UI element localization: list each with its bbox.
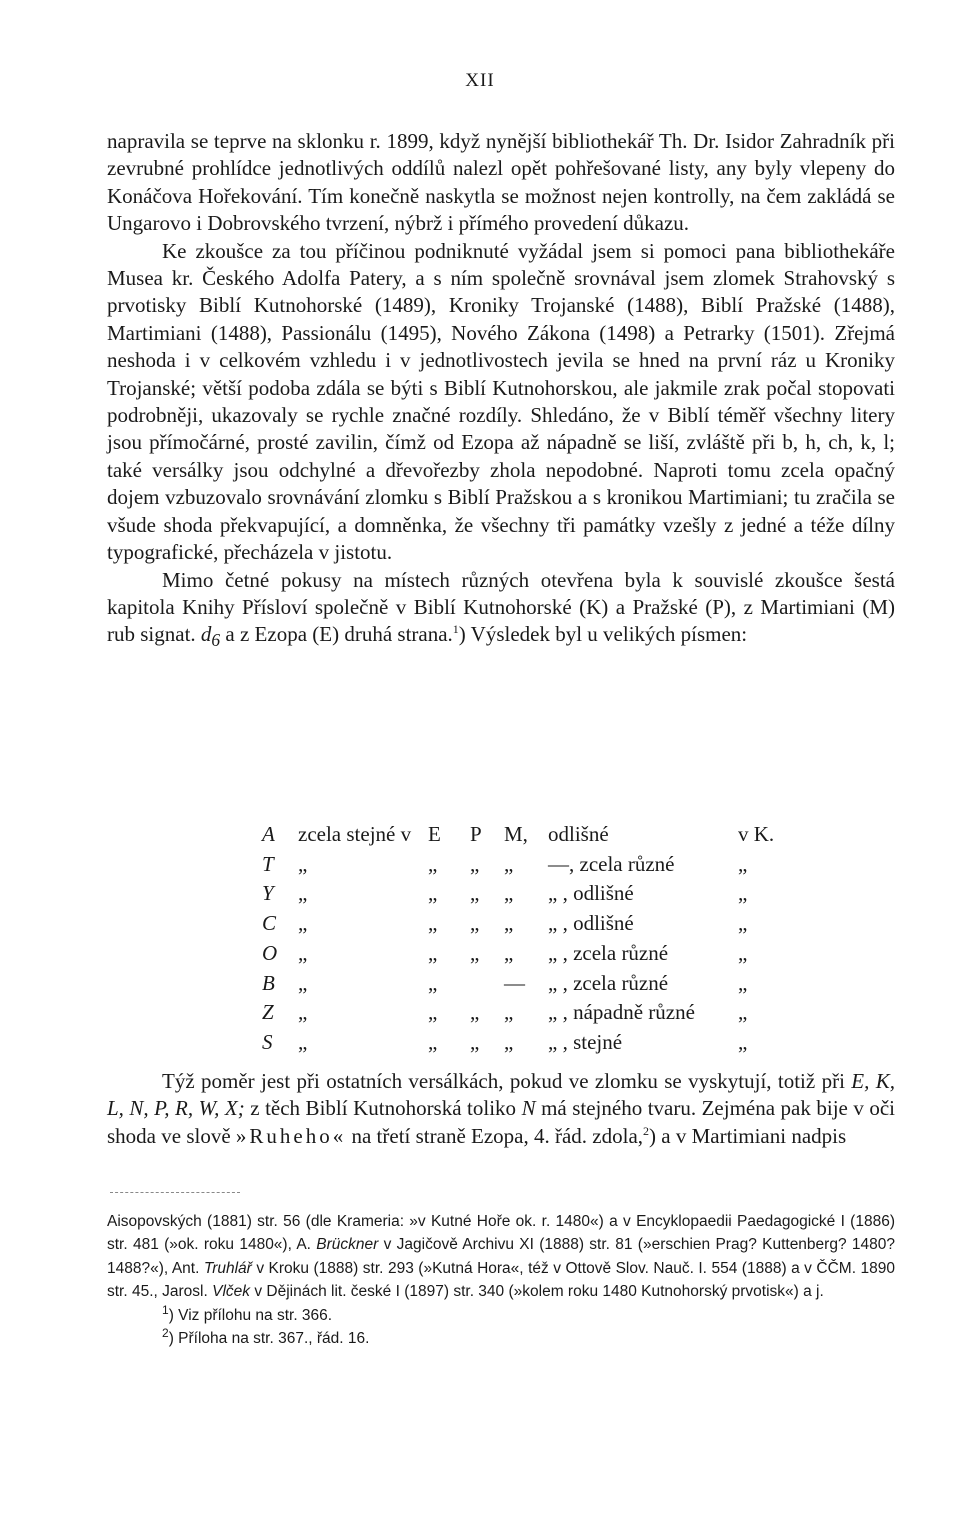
table-cell: „ [428, 1000, 438, 1025]
table-cell: „ [504, 911, 514, 936]
italic-n: N [521, 1096, 536, 1121]
paragraph-4-text-a: Týž poměr jest při ostatních versálkách, pokud ve zlomku se vyskytují, totiž při [162, 1069, 845, 1093]
author-truhlar: Truhlář [203, 1259, 252, 1277]
table-cell: odlišné [548, 822, 609, 846]
footnote-divider [110, 1192, 240, 1193]
table-cell: „ [504, 881, 514, 906]
table-cell: v K. [738, 822, 775, 846]
table-cell: „ , stejné [548, 1029, 623, 1054]
table-cell: „ [428, 940, 438, 965]
table-cell: E [428, 822, 441, 846]
table-cell: „ [298, 851, 308, 876]
table-letter-cell: C [262, 911, 277, 936]
footnote-ref-1: 1 [452, 622, 459, 637]
table-row [262, 969, 778, 999]
table-cell: „ , odlišné [548, 881, 634, 906]
table-cell: „ , zcela různé [548, 940, 669, 965]
table-letter-cell: B [262, 970, 275, 995]
table-row [262, 939, 778, 969]
table-cell: „ [738, 940, 748, 965]
author-bruckner: Brückner [316, 1236, 379, 1254]
table-cell: P [470, 822, 482, 846]
table-cell: „ [738, 1029, 748, 1054]
table-cell: „ [470, 881, 480, 906]
footnote-2-text: ) Příloha na str. 367., řád. 16. [168, 1330, 370, 1348]
footnote-2 [107, 1327, 895, 1350]
table-cell: „ [470, 940, 480, 965]
page-number: XII [465, 70, 495, 91]
table-cell: „ [428, 1029, 438, 1054]
table-cell: „ [470, 1029, 480, 1054]
footnote-cont-b: v Jagičově Archivu XI (1888) str. 81 (»erschien Prag? Kuttenberg? 1480? 1488?«), Ant. [107, 1236, 895, 1277]
signature-subscript: 6 [211, 630, 221, 651]
table-letter-cell: Z [262, 1000, 274, 1025]
table-cell: „ [428, 970, 438, 995]
paragraph-1: napravila se teprve na sklonku r. 1899, když nynější bibliothekář Th. Dr. Isidor Zahradník při zevrubné prohlídce jednotlivých oddílů nalezl opět pohřešované listy, any byly vlepeny do Konáčova Hořekování. Tím konečně naskytla se možnost nejen kontrolly, na čem zakládá se Ungarovo i Dobrovského tvrzení, nýbrž i přímého provedení důkazu. [107, 129, 895, 236]
table-cell: „ , nápadně různé [548, 1000, 695, 1025]
table-cell: „ , zcela různé [548, 970, 669, 995]
table-cell: „ [428, 911, 438, 936]
table-row [262, 909, 778, 939]
paragraph-3-text-c: ) Výsledek byl u velikých písmen: [458, 622, 748, 647]
table-letter-cell: O [262, 940, 278, 965]
footnote-2-mark: 2 [162, 1325, 169, 1340]
table-cell [470, 969, 504, 999]
footnote-1 [107, 1304, 895, 1327]
table-cell: „ [470, 911, 480, 936]
table-cell: — [504, 970, 525, 995]
italic-letters: E, K, L, N, P, R, W, X; [107, 1069, 895, 1121]
footnote-cont-a: Aisopovských (1881) str. 56 (dle Krameria: »v Kutné Hoře ok. r. 1480«) a v Encyklopaedii Paedagogické I (1886) str. 481 (»ok. roku 1480«), A. [107, 1213, 895, 1254]
table-cell: M, [504, 822, 528, 846]
paragraph-2-text: Ke zkoušce za tou příčinou podniknuté vyžádal jsem si pomoci pana bibliothekáře Musea kr. Českého Adolfa Patery, a s ním společně srovnával jsem zlomek Strahovský s prvotisky Biblí Kutnohorské (1489), Kroniky Trojanské (1488), Biblí Pražské (1488), Martimiani (1488), Passionálu (1495), Nového Zákona (1498) a Petrarky (1501). Zřejmá neshoda i v celkovém vzhledu i v jednotlivostech jevila se hned na první ráz u Kroniky Trojanské; větší podoba zdála se býti s Biblí Kutnohorskou, ale jakmile zrak počal stopovati podrobněji, ukazovaly se rychle značné rozdíly. Shledáno, že v Biblí téměř všechny litery jsou přímočárné, prosté zavilin, čímž od Ezopa až nápadně se liší, zvláště při b, h, ch, k, l; také versálky jsou odchylné a dřevořezby zhola nepodobné. Naproti tomu zcela opačný dojem vzbuzovalo srovnávání zlomku s Biblí Pražskou a s kronikou Martimiani; tu zračila se všude shoda překvapující, a domněnka, že všechny tři památky vzešly z jedné a téže dílny typografické, přecházela v jistotu. [107, 238, 895, 565]
author-vlcek: Vlček [212, 1283, 251, 1301]
after-table-text [107, 1068, 895, 1150]
table-cell: „ [428, 881, 438, 906]
paragraph-4-text-b: z těch Biblí Kutnohorská toliko [250, 1096, 517, 1121]
table-cell: „ [738, 851, 748, 876]
table-cell: „ [504, 940, 514, 965]
footnote-ref-2: 2 [643, 1123, 650, 1138]
footnote-1-text: ) Viz přílohu na str. 366. [168, 1306, 333, 1324]
ruheho-word: »Ruheho« [235, 1123, 347, 1148]
paragraph-4-text-d: na třetí straně Ezopa, 4. řád. zdola, [351, 1123, 644, 1148]
table-cell: „ [470, 851, 480, 876]
table-cell: „ [298, 881, 308, 906]
letter-comparison-table [262, 820, 778, 1058]
table-cell: „ [298, 970, 308, 995]
table-cell: zcela stejné v [298, 822, 412, 846]
paragraph-4 [107, 1068, 895, 1150]
table-cell: „ [298, 940, 308, 965]
paragraph-3 [107, 567, 895, 655]
table-row [262, 1028, 778, 1058]
table-letter-cell: A [262, 822, 275, 846]
table-letter-cell: T [262, 851, 274, 876]
table-cell: „ [298, 1029, 308, 1054]
paragraph-2 [107, 238, 895, 567]
table-cell: „ [504, 851, 514, 876]
paragraph-4-text-c: má stejného tvaru. Zejména pak bije v oči shoda ve slově [107, 1096, 896, 1148]
main-text [107, 128, 895, 655]
table-row [262, 820, 778, 850]
table-cell: „ [738, 881, 748, 906]
table-cell: „ [298, 911, 308, 936]
table-cell: „ [504, 1029, 514, 1054]
table-letter-cell: S [262, 1029, 273, 1054]
table-cell: „ [504, 1000, 514, 1025]
table-cell: „ , odlišné [548, 911, 634, 936]
table-cell: „ [428, 851, 438, 876]
footnote-cont-c: v Kroku (1888) str. 293 (»Kutná Hora«, též v Ottově Slov. Nauč. I. 554 (1888) a v ČČM. 1890 str. 45., Jarosl. [107, 1259, 895, 1301]
signature-mark: $d_6$ [200, 622, 221, 651]
footnote-cont-d: v Dějinách lit. české I (1897) str. 340 (»kolem roku 1480 Kutnohorský prvotisk«) a j. [254, 1283, 824, 1301]
footnote-continuation [107, 1210, 895, 1304]
table-row [262, 998, 778, 1028]
table-row [262, 850, 778, 880]
paragraph-3-text-a: Mimo četné pokusy na místech různých otevřena byla k souvislé zkoušce šestá kapitola Knihy Přísloví společně v Biblí Kutnohorské (K) a Pražské (P), z Martimiani (M) rub signat. [107, 567, 895, 647]
table-letter-cell: Y [262, 881, 274, 906]
paragraph-3-text-b: a z Ezopa (E) druhá strana. [225, 622, 453, 647]
table-cell: „ [738, 911, 748, 936]
table-cell: „ [738, 970, 748, 995]
table-row [262, 879, 778, 909]
table-cell: „ [470, 1000, 480, 1025]
table-cell: „ [298, 1000, 308, 1025]
table-cell: —, zcela různé [548, 851, 675, 876]
paragraph-4-text-e: ) a v Martimiani nadpis [649, 1123, 847, 1148]
table-cell: „ [738, 1000, 748, 1025]
footnotes [107, 1210, 895, 1350]
footnote-1-mark: 1 [162, 1302, 169, 1317]
